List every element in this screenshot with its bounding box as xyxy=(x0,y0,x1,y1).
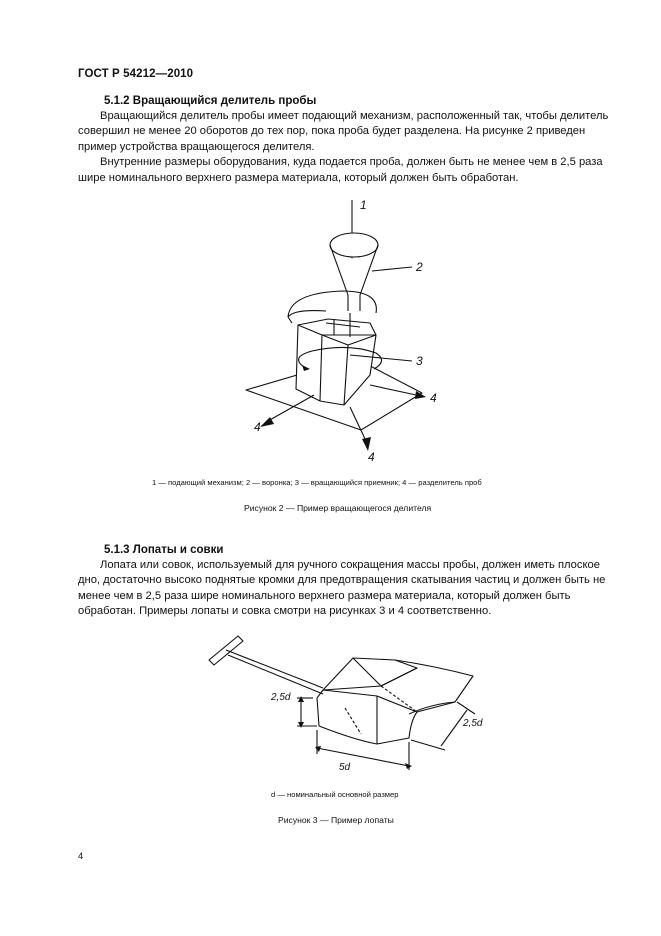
document-header: ГОСТ Р 54212—2010 xyxy=(78,68,194,80)
figure-3-caption: Рисунок 3 — Пример лопаты xyxy=(278,815,394,825)
page-number: 4 xyxy=(78,851,84,862)
callout-2: 2 xyxy=(416,260,423,274)
dim-length-5d: 5d xyxy=(339,762,351,773)
section-512-paragraph-2: Внутренние размеры оборудования, куда подается проба, должен быть не менее чем в 2,5 раза шире номинального верхнего размера материала, который должен быть обработан. xyxy=(78,156,603,184)
section-513-body xyxy=(78,558,618,620)
section-513-paragraph: Лопата или совок, используемый для ручного сокращения массы пробы, должен иметь плоское дно, достаточно высоко поднятые кромки для предотвращения скатывания частиц и должен быть не менее чем в 2,5 раза шире номинального верхнего размера материала, который должен быть обработан. Примеры лопаты и совка смотри на рисунках 3 и 4 соответственно. xyxy=(78,559,606,618)
callout-4-bottom: 4 xyxy=(368,450,375,464)
figure-2-caption: Рисунок 2 — Пример вращающегося делителя xyxy=(244,503,432,513)
section-512-paragraph-1: Вращающийся делитель пробы имеет подающий механизм, расположенный так, чтобы делитель совершил не менее 20 оборотов до тех пор, пока проба будет разделена. На рисунке 2 приведен пример устройства вращающегося делителя. xyxy=(78,110,609,153)
section-512-body xyxy=(78,109,618,186)
figure-2-legend: 1 — подающий механизм; 2 — воронка; 3 — вращающийся приемник; 4 — разделитель проб xyxy=(152,478,482,487)
section-512-heading: 5.1.2 Вращающийся делитель пробы xyxy=(104,95,317,107)
figure-3-shovel-drawing xyxy=(205,630,495,780)
dim-width-2-5d: 2,5d xyxy=(463,718,483,729)
section-513-heading: 5.1.3 Лопаты и совки xyxy=(104,544,224,556)
figure-3-legend: d — номинальный основной размер xyxy=(271,790,399,799)
callout-4-left: 4 xyxy=(254,420,261,434)
callout-1: 1 xyxy=(360,198,367,212)
dim-height-2-5d: 2,5d xyxy=(271,692,291,703)
callout-4-right: 4 xyxy=(430,391,437,405)
figure-2-rotating-divider-drawing xyxy=(230,195,460,465)
callout-3: 3 xyxy=(416,354,423,368)
